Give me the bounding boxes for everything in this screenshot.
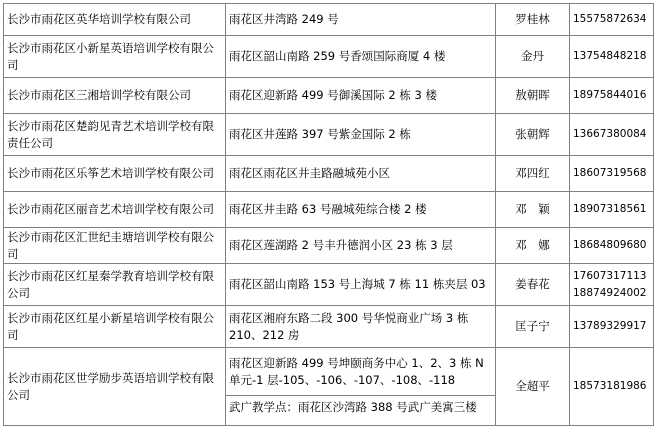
contact-cell: 邓四红	[496, 156, 570, 192]
contact-cell: 罗桂林	[496, 4, 570, 36]
school-name-cell: 长沙市雨花区英华培训学校有限公司	[4, 4, 226, 36]
contact-cell: 敖朝晖	[496, 78, 570, 114]
address-cell: 雨花区井莲路 397 号紫金国际 2 栋	[226, 114, 496, 156]
phone-cell: 18684809680	[570, 228, 654, 264]
contact-cell: 邓 娜	[496, 228, 570, 264]
school-name-cell: 长沙市雨花区乐筝艺术培训学校有限公司	[4, 156, 226, 192]
address-cell: 雨花区井湾路 249 号	[226, 4, 496, 36]
school-table	[3, 3, 654, 426]
address-cell: 雨花区韶山南路 259 号香颂国际商厦 4 楼	[226, 36, 496, 78]
school-name-cell: 长沙市雨花区汇世纪圭塘培训学校有限公司	[4, 228, 226, 264]
phone-cell	[570, 264, 654, 306]
address-cell: 雨花区迎新路 499 号御溪国际 2 栋 3 楼	[226, 78, 496, 114]
contact-cell: 张朝辉	[496, 114, 570, 156]
table-row	[4, 78, 654, 114]
phone-cell: 18607319568	[570, 156, 654, 192]
phone-line: 17607317113	[573, 269, 647, 282]
contact-cell: 邓 颖	[496, 192, 570, 228]
address-cell: 雨花区韶山南路 153 号上海城 7 栋 11 栋夹层 03	[226, 264, 496, 306]
table-row	[4, 264, 654, 306]
address-cell: 雨花区迎新路 499 号坤颐商务中心 1、2、3 栋 N 单元-1 层-105、-106、-107、-108、-118	[226, 348, 496, 396]
phone-cell: 18573181986	[570, 348, 654, 426]
contact-cell: 姜春花	[496, 264, 570, 306]
table-row	[4, 192, 654, 228]
address-cell: 雨花区井圭路 63 号融城苑综合楼 2 楼	[226, 192, 496, 228]
address-cell: 雨花区雨花区井圭路融城苑小区	[226, 156, 496, 192]
school-name-cell: 长沙市雨花区三湘培训学校有限公司	[4, 78, 226, 114]
school-name-cell: 长沙市雨花区世学励步英语培训学校有限公司	[4, 348, 226, 426]
phone-cell: 13789329917	[570, 306, 654, 348]
school-name-cell: 长沙市雨花区楚韵见青艺术培训学校有限责任公司	[4, 114, 226, 156]
school-name-cell: 长沙市雨花区红星小新星培训学校有限公司	[4, 306, 226, 348]
phone-line: 18874924002	[573, 286, 647, 299]
address-cell: 雨花区莲湖路 2 号丰升德润小区 23 栋 3 层	[226, 228, 496, 264]
table-row	[4, 156, 654, 192]
table-row	[4, 36, 654, 78]
phone-cell: 13667380084	[570, 114, 654, 156]
phone-cell: 18907318561	[570, 192, 654, 228]
school-name-cell: 长沙市雨花区小新星英语培训学校有限公司	[4, 36, 226, 78]
contact-cell: 匡子宁	[496, 306, 570, 348]
school-name-cell: 长沙市雨花区红星秦学教育培训学校有限公司	[4, 264, 226, 306]
phone-cell: 13754848218	[570, 36, 654, 78]
address-cell: 雨花区湘府东路二段 300 号华悦商业广场 3 栋 210、212 房	[226, 306, 496, 348]
table-row	[4, 4, 654, 36]
school-name-cell: 长沙市雨花区丽音艺术培训学校有限公司	[4, 192, 226, 228]
contact-cell: 金丹	[496, 36, 570, 78]
phone-cell: 15575872634	[570, 4, 654, 36]
table-row	[4, 228, 654, 264]
phone-cell: 18975844016	[570, 78, 654, 114]
branch-address-cell: 武广教学点：雨花区沙湾路 388 号武广美寓三楼	[226, 396, 496, 426]
table-row	[4, 306, 654, 348]
contact-cell: 全超平	[496, 348, 570, 426]
table-row	[4, 114, 654, 156]
table-row	[4, 348, 654, 396]
